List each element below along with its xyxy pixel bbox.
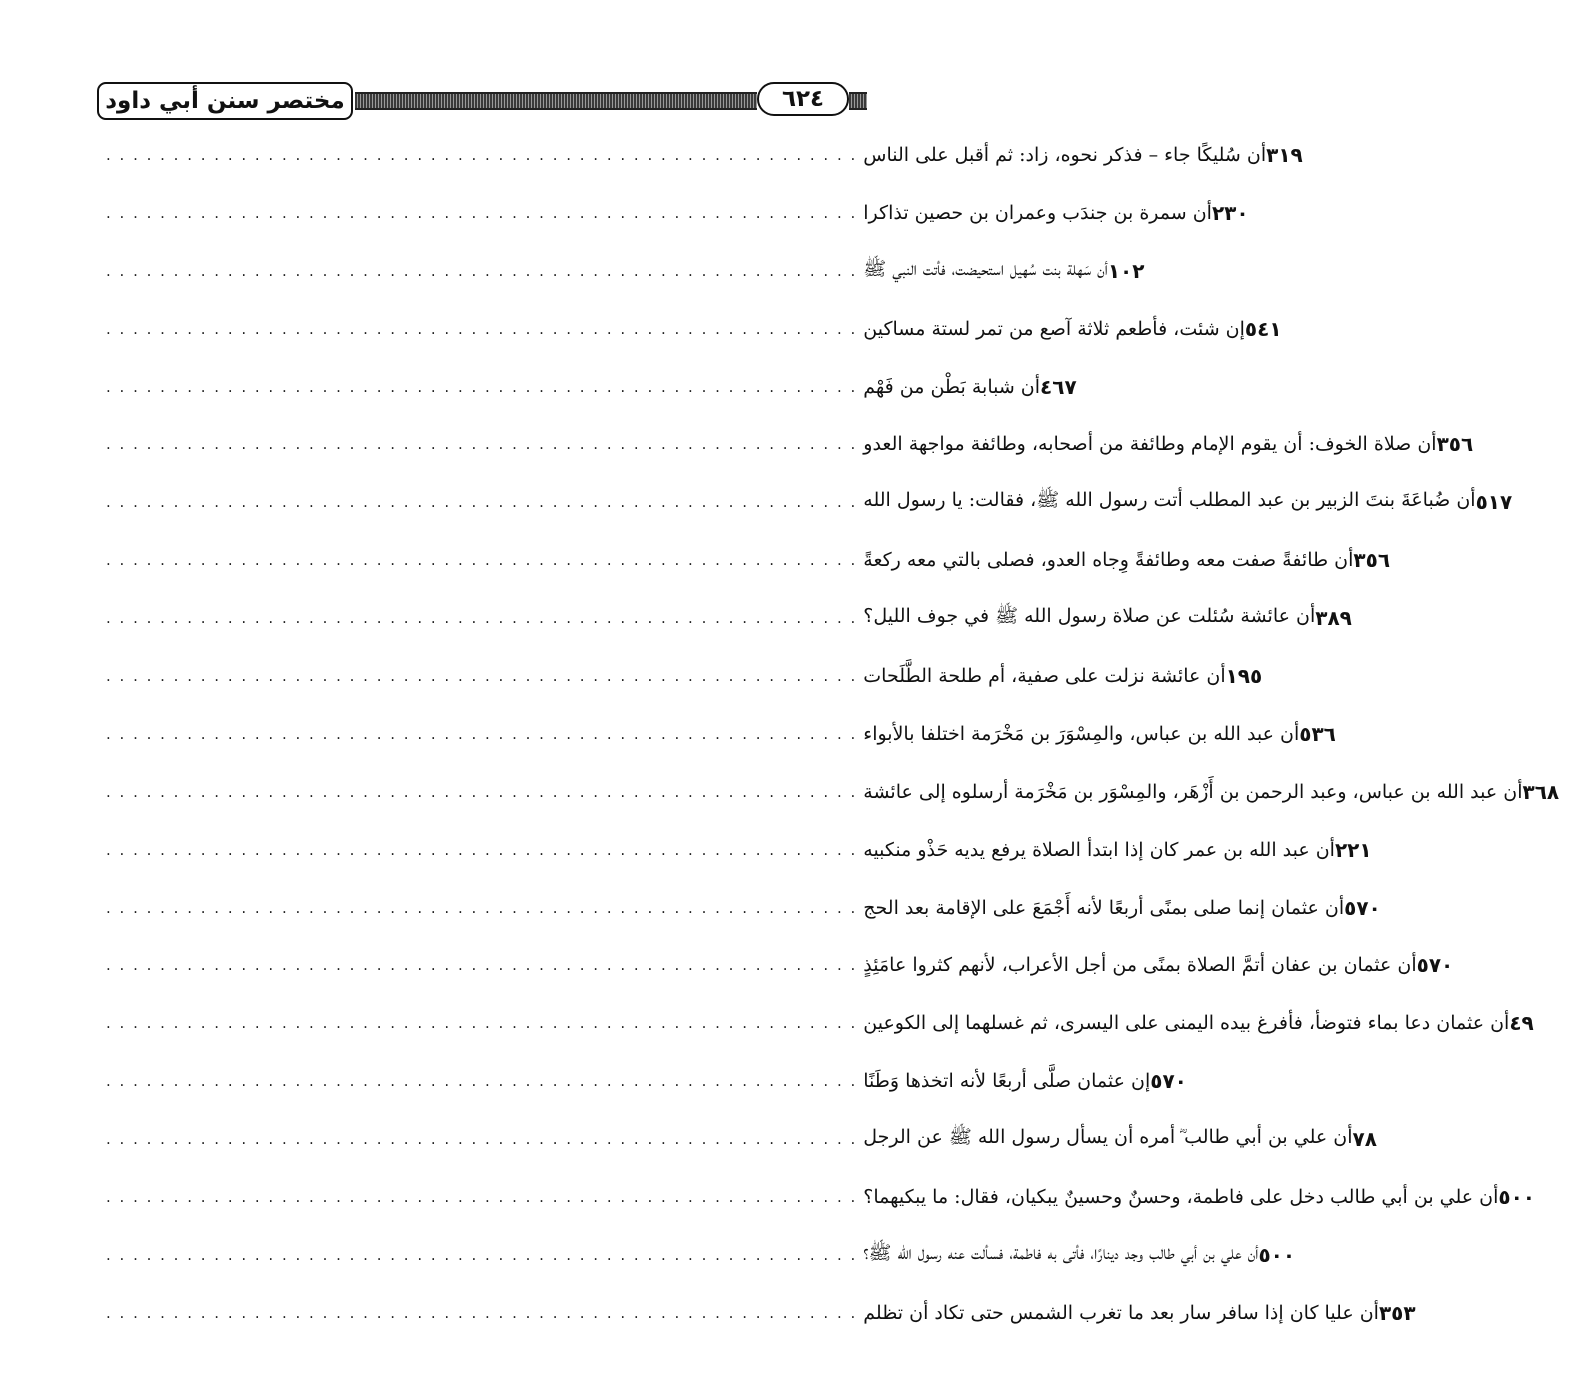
index-entry-text: أن عثمان إنما صلى بمنًى أربعًا لأنه أَجْمَعَ على الإقامة بعد الحج (863, 896, 1345, 919)
index-entry-text: أن عبد الله بن عباس، والمِسْوَرَ بن مَخْرَمة اختلفا بالأبواء (863, 722, 1300, 745)
index-entry-text-wrap (100, 202, 1212, 224)
dot-leader: . . . . . . . . . . . . . . . . . . . . . . . . . . . . . . . . . . . . . . . . . . . . . . . . . . . . . . . . (106, 956, 858, 975)
index-entry-page-number: ٥٧٠ (1344, 895, 1381, 920)
index-entry-text: أن سمرة بن جندَب وعمران بن حصين تذاكرا (863, 201, 1212, 224)
index-entry-text: أن سَهلة بنت سُهيل استحيضت، فأتت النبي ﷺ (863, 257, 1108, 280)
index-entry-text-wrap (100, 1012, 1509, 1034)
index-entry-text: أن علي بن أبي طالب دخل على فاطمة، وحسنٌ وحسينٌ يبكيان، فقال: ما يبكيهما؟ (863, 1185, 1499, 1208)
index-entry-page-number: ٥٣٦ (1299, 721, 1336, 746)
index-entry-text: أن طائفةً صفت معه وطائفةً وِجاه العدو، فصلى بالتي معه ركعةً (863, 549, 1354, 572)
index-entry-page-number: ٣٥٦ (1436, 432, 1474, 457)
index-entry-text: أن عثمان دعا بماء فتوضأ، فأفرغ بيده اليمنى على اليسرى، ثم غسلهما إلى الكوعين (863, 1012, 1510, 1035)
dot-leader: . . . . . . . . . . . . . . . . . . . . . . . . . . . . . . . . . . . . . . . . . . . . . . . . . . . . . . . . (106, 377, 858, 396)
index-entry-page-number: ٥٤١ (1244, 316, 1282, 341)
index-entry (100, 358, 1077, 416)
dot-leader: . . . . . . . . . . . . . . . . . . . . . . . . . . . . . . . . . . . . . . . . . . . . . . . . . . . . . . . . (106, 782, 858, 801)
dot-leader: . . . . . . . . . . . . . . . . . . . . . . . . . . . . . . . . . . . . . . . . . . . . . . . . . . . . . . . . (106, 1245, 858, 1264)
index-entry-text: إن عثمان صلَّى أربعًا لأنه اتخذها وَطَنًا (863, 1070, 1151, 1093)
index-entry-text-wrap (100, 488, 1476, 516)
header-decorative-band-end (849, 92, 867, 110)
dot-leader: . . . . . . . . . . . . . . . . . . . . . . . . . . . . . . . . . . . . . . . . . . . . . . . . . . . . . . . . (106, 840, 858, 859)
index-entry-text: أن علي بن أبي طالب ؓ أمره أن يسأل رسول الله ﷺ عن الرجل (863, 1126, 1353, 1149)
index-entry-page-number: ٤٦٧ (1040, 374, 1077, 399)
index-entry-text: إن شئت، فأطعم ثلاثة آصع من تمر لستة مساكين (863, 317, 1245, 340)
index-entry (100, 300, 1282, 358)
index-entry-text-wrap (100, 433, 1437, 455)
index-entry-text-wrap (100, 257, 1108, 285)
book-title-frame (97, 82, 353, 120)
index-entry-text-wrap (100, 318, 1245, 340)
index-entry-page-number: ٧٨ (1352, 1127, 1377, 1152)
index-entry-page-number: ٢٢١ (1334, 837, 1372, 862)
index-entry (100, 1052, 1187, 1110)
index-entry-text: أن عبد الله بن عباس، وعبد الرحمن بن أَزْهَر، والمِسْوَر بن مَخْرَمة أرسلوه إلى عائشة (863, 780, 1523, 803)
page-header (97, 82, 867, 128)
index-entry-text-wrap (100, 376, 1040, 398)
dot-leader: . . . . . . . . . . . . . . . . . . . . . . . . . . . . . . . . . . . . . . . . . . . . . . . . . . . . . . . . (106, 1303, 858, 1322)
index-entry (100, 531, 1391, 589)
index-entry-text-wrap (100, 723, 1299, 745)
index-entry-page-number: ٣١٩ (1266, 142, 1303, 167)
dot-leader: . . . . . . . . . . . . . . . . . . . . . . . . . . . . . . . . . . . . . . . . . . . . . . . . . . . . . . . . (106, 666, 858, 685)
index-entry (100, 1168, 1536, 1226)
index-entry-text-wrap (100, 839, 1335, 861)
index-entry-text: أن علي بن أبي طالب وجد دينارًا، فأتى به فاطمة، فسألت عنه رسول الله ﷺ؟ (863, 1241, 1259, 1264)
dot-leader: . . . . . . . . . . . . . . . . . . . . . . . . . . . . . . . . . . . . . . . . . . . . . . . . . . . . . . . . (106, 1187, 858, 1206)
index-entry-page-number: ٤٩ (1509, 1011, 1534, 1036)
index-entry (100, 473, 1513, 531)
index-entry-page-number: ٥٠٠ (1498, 1184, 1536, 1209)
index-entry (100, 821, 1372, 879)
index-entry-text: أن عائشة سُئلت عن صلاة رسول الله ﷺ في جوف الليل؟ (863, 605, 1316, 628)
index-entry-page-number: ٢٣٠ (1211, 200, 1249, 225)
index-entry-text-wrap (100, 1125, 1352, 1153)
index-entry-text-wrap (100, 144, 1266, 166)
dot-leader: . . . . . . . . . . . . . . . . . . . . . . . . . . . . . . . . . . . . . . . . . . . . . . . . . . . . . . . . (106, 261, 858, 280)
index-entry-text-wrap (100, 549, 1353, 571)
index-entry (100, 1284, 1416, 1342)
dot-leader: . . . . . . . . . . . . . . . . . . . . . . . . . . . . . . . . . . . . . . . . . . . . . . . . . . . . . . . . (106, 1130, 858, 1149)
index-entry-page-number: ٣٨٩ (1315, 606, 1352, 631)
index-entry-text-wrap (100, 1070, 1150, 1092)
dot-leader: . . . . . . . . . . . . . . . . . . . . . . . . . . . . . . . . . . . . . . . . . . . . . . . . . . . . . . . . (106, 551, 858, 570)
index-entry (100, 1110, 1377, 1168)
index-entry-page-number: ٣٦٨ (1522, 779, 1560, 804)
index-entry-text: أن ضُباعَةَ بنتَ الزبير بن عبد المطلب أتت رسول الله ﷺ، فقالت: يا رسول الله (863, 489, 1476, 512)
index-entry-page-number: ٣٥٣ (1378, 1300, 1416, 1325)
index-entry-text: أن عائشة نزلت على صفية، أم طلحة الطَّلَحات (863, 664, 1226, 687)
dot-leader: . . . . . . . . . . . . . . . . . . . . . . . . . . . . . . . . . . . . . . . . . . . . . . . . . . . . . . . . (106, 1072, 858, 1091)
index-entry-text-wrap (100, 897, 1344, 919)
index-entry-text-wrap (100, 1186, 1498, 1208)
index-entry-text: أن صلاة الخوف: أن يقوم الإمام وطائفة من أصحابه، وطائفة مواجهة العدو (863, 433, 1437, 456)
index-entry-page-number: ٥٠٠ (1258, 1242, 1296, 1267)
index-entry (100, 647, 1263, 705)
index-entry (100, 126, 1303, 184)
index-entry-text-wrap (100, 665, 1226, 687)
dot-leader: . . . . . . . . . . . . . . . . . . . . . . . . . . . . . . . . . . . . . . . . . . . . . . . . . . . . . . . . (106, 203, 858, 222)
index-entry-text-wrap (100, 954, 1417, 976)
dot-leader: . . . . . . . . . . . . . . . . . . . . . . . . . . . . . . . . . . . . . . . . . . . . . . . . . . . . . . . . (106, 319, 858, 338)
index-entry (100, 184, 1249, 242)
header-decorative-band (355, 92, 757, 110)
index-entry (100, 936, 1454, 994)
index-entry (100, 994, 1534, 1052)
dot-leader: . . . . . . . . . . . . . . . . . . . . . . . . . . . . . . . . . . . . . . . . . . . . . . . . . . . . . . . . (106, 1014, 858, 1033)
index-entry-page-number: ١٠٢ (1107, 258, 1145, 283)
dot-leader: . . . . . . . . . . . . . . . . . . . . . . . . . . . . . . . . . . . . . . . . . . . . . . . . . . . . . . . . (106, 724, 858, 743)
index-entry-list (100, 126, 1560, 1342)
book-title: مختصر سنن أبي داود (105, 87, 345, 114)
index-entry-text: أن شبابة بَطْن من فَهْم (863, 375, 1041, 398)
dot-leader: . . . . . . . . . . . . . . . . . . . . . . . . . . . . . . . . . . . . . . . . . . . . . . . . . . . . . . . . (106, 493, 858, 512)
index-entry (100, 705, 1336, 763)
index-entry-text: أن عبد الله بن عمر كان إذا ابتدأ الصلاة يرفع يديه حَذْو منكبيه (863, 838, 1335, 861)
dot-leader: . . . . . . . . . . . . . . . . . . . . . . . . . . . . . . . . . . . . . . . . . . . . . . . . . . . . . . . . (106, 435, 858, 454)
index-entry-page-number: ٥٧٠ (1150, 1069, 1187, 1094)
dot-leader: . . . . . . . . . . . . . . . . . . . . . . . . . . . . . . . . . . . . . . . . . . . . . . . . . . . . . . . . (106, 145, 858, 164)
page-number: ٦٢٤ (781, 85, 825, 112)
index-entry-text-wrap (100, 1241, 1258, 1269)
dot-leader: . . . . . . . . . . . . . . . . . . . . . . . . . . . . . . . . . . . . . . . . . . . . . . . . . . . . . . . . (106, 609, 858, 628)
index-entry (100, 415, 1474, 473)
index-entry-text-wrap (100, 781, 1522, 803)
index-entry-page-number: ٣٥٦ (1353, 548, 1391, 573)
index-entry-text-wrap (100, 604, 1315, 632)
index-entry-page-number: ١٩٥ (1225, 663, 1263, 688)
index-entry-text: أن عثمان بن عفان أتمَّ الصلاة بمنًى من أجل الأعراب، لأنهم كثروا عامَئِذٍ (863, 954, 1417, 977)
page-number-frame (757, 82, 849, 116)
index-entry (100, 763, 1560, 821)
index-entry-text: أن عليا كان إذا سافر سار بعد ما تغرب الشمس حتى تكاد أن تظلم (863, 1301, 1379, 1324)
index-entry-page-number: ٥٧٠ (1416, 953, 1454, 978)
index-entry (100, 242, 1145, 300)
dot-leader: . . . . . . . . . . . . . . . . . . . . . . . . . . . . . . . . . . . . . . . . . . . . . . . . . . . . . . . . (106, 898, 858, 917)
index-entry-text: أن سُليكًا جاء – فذكر نحوه، زاد: ثم أقبل على الناس (863, 143, 1267, 166)
index-entry (100, 879, 1381, 937)
index-entry (100, 589, 1352, 647)
index-entry-page-number: ٥١٧ (1475, 490, 1513, 515)
index-entry-text-wrap (100, 1302, 1379, 1324)
index-entry (100, 1226, 1296, 1284)
